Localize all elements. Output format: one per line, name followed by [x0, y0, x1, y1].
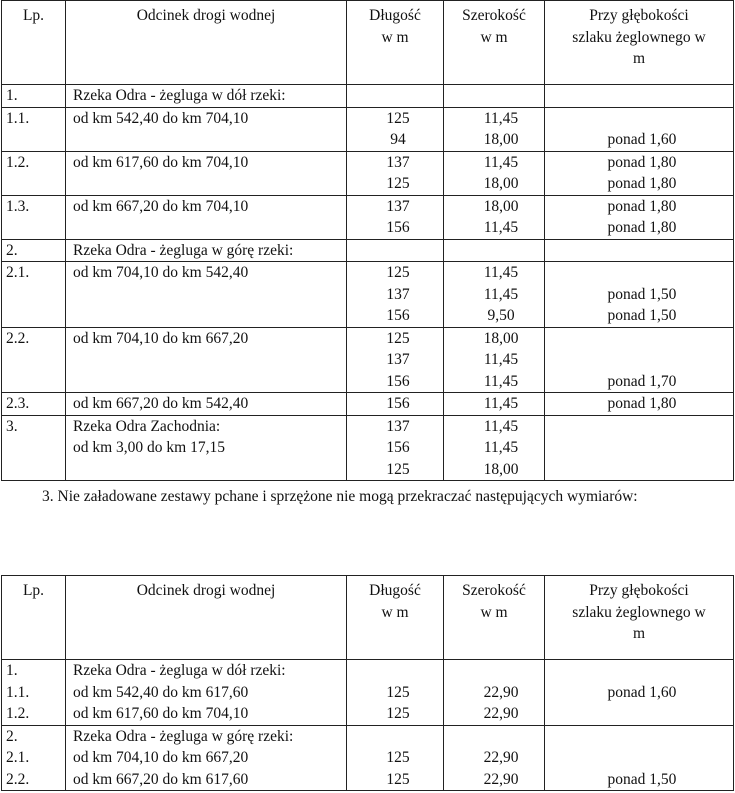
- cell-lp-line: 1.1.: [6, 109, 30, 127]
- table-row: [2, 660, 734, 726]
- cell-odcinek-line: Rzeka Odra - żegluga w dół rzeki:: [73, 662, 286, 679]
- cell-dlugosc-line: 156: [386, 307, 410, 324]
- cell-szerokosc-line: [447, 660, 541, 682]
- header-dlugosc: Długość w m: [347, 576, 444, 660]
- cell-odcinek: [66, 660, 347, 726]
- dimensions-table-loaded: [1, 0, 734, 481]
- cell-szerokosc: [444, 415, 545, 481]
- cell-szerokosc-line: 22,90: [483, 749, 519, 766]
- cell-szerokosc: [444, 151, 545, 195]
- cell-glebokosc: [545, 239, 734, 262]
- cell-dlugosc-line: [350, 660, 440, 682]
- table-header-row: [2, 1, 734, 85]
- cell-odcinek-line: od km 667,20 do km 617,60: [73, 770, 249, 788]
- cell-dlugosc: [347, 107, 444, 151]
- cell-szerokosc-line: 18,00: [483, 329, 519, 347]
- cell-glebokosc: [545, 660, 734, 726]
- cell-odcinek: [66, 393, 347, 416]
- cell-glebokosc-line: [548, 328, 730, 350]
- cell-lp-line: 2.: [6, 727, 18, 745]
- cell-szerokosc-line: 11,45: [483, 264, 519, 281]
- header-lp: Lp.: [2, 576, 66, 660]
- cell-szerokosc-line: 11,45: [483, 417, 519, 435]
- header-glebokosc: Przy głębokości szlaku żeglownego w m: [545, 576, 734, 660]
- header-dlugosc: Długość w m: [347, 1, 444, 85]
- cell-lp: [2, 393, 66, 416]
- cell-lp-line: 2.3.: [6, 395, 30, 412]
- cell-szerokosc-line: 22,90: [483, 770, 519, 788]
- cell-lp-line: 2.1.: [6, 749, 30, 766]
- cell-szerokosc: [444, 239, 545, 262]
- cell-dlugosc-line: 156: [386, 439, 410, 456]
- cell-lp: [2, 195, 66, 239]
- cell-szerokosc-line: 9,50: [487, 307, 515, 324]
- cell-glebokosc-line: ponad 1,80: [607, 153, 677, 171]
- cell-lp-line: 2.2.: [6, 770, 30, 788]
- cell-dlugosc-line: 137: [386, 285, 410, 303]
- cell-glebokosc: [545, 151, 734, 195]
- cell-odcinek-line: od km 617,60 do km 704,10: [73, 153, 249, 171]
- cell-dlugosc: [347, 660, 444, 726]
- cell-odcinek: [66, 195, 347, 239]
- cell-glebokosc-line: ponad 1,60: [607, 131, 677, 148]
- cell-odcinek-line: od km 704,10 do km 667,20: [73, 749, 249, 766]
- cell-glebokosc: [545, 415, 734, 481]
- cell-odcinek-line: od km 667,20 do km 704,10: [73, 197, 249, 215]
- cell-dlugosc-line: 156: [386, 219, 410, 236]
- cell-szerokosc-line: 11,45: [483, 153, 519, 171]
- cell-szerokosc-line: 11,45: [483, 395, 519, 412]
- cell-dlugosc-line: 137: [386, 417, 410, 435]
- cell-odcinek: [66, 85, 347, 108]
- table-row: [2, 151, 734, 195]
- cell-dlugosc-line: 125: [386, 683, 410, 701]
- cell-glebokosc: [545, 85, 734, 108]
- cell-odcinek-line: od km 704,10 do km 667,20: [73, 329, 249, 347]
- table-row: [2, 415, 734, 481]
- cell-dlugosc-line: 125: [386, 175, 410, 192]
- cell-glebokosc-line: ponad 1,50: [607, 770, 677, 788]
- table-row: [2, 195, 734, 239]
- cell-szerokosc-line: 18,00: [483, 131, 519, 148]
- paragraph-content: 3. Nie załadowane zestawy pchane i sprzężone nie mogą przekraczać następujących wymiarów:: [42, 488, 638, 505]
- cell-glebokosc-line: [548, 349, 730, 371]
- table-header-row: [2, 576, 734, 660]
- cell-szerokosc-line: 11,45: [483, 372, 519, 390]
- cell-odcinek: [66, 262, 347, 328]
- cell-odcinek-line: od km 617,60 do km 704,10: [73, 705, 249, 722]
- cell-dlugosc-line: 125: [386, 264, 410, 281]
- cell-dlugosc-line: 137: [386, 197, 410, 215]
- cell-glebokosc-line: [548, 262, 730, 284]
- cell-lp-line: 1.2.: [6, 153, 30, 171]
- cell-dlugosc: [347, 393, 444, 416]
- cell-dlugosc-line: 125: [386, 749, 410, 766]
- cell-lp: [2, 107, 66, 151]
- cell-szerokosc: [444, 327, 545, 393]
- cell-glebokosc-line: ponad 1,80: [607, 219, 677, 236]
- cell-dlugosc: [347, 725, 444, 791]
- table-row: [2, 262, 734, 328]
- cell-szerokosc-line: 11,45: [483, 285, 519, 303]
- table-row: [2, 393, 734, 416]
- cell-dlugosc-line: 125: [386, 109, 410, 127]
- cell-lp-line: 1.1.: [6, 683, 30, 701]
- paragraph-text: [0, 486, 735, 507]
- cell-szerokosc-line: [447, 726, 541, 748]
- cell-dlugosc: [347, 327, 444, 393]
- cell-glebokosc: [545, 327, 734, 393]
- cell-glebokosc-line: ponad 1,80: [607, 197, 677, 215]
- cell-szerokosc-line: 11,45: [483, 219, 519, 236]
- cell-glebokosc: [545, 725, 734, 791]
- cell-dlugosc-line: [350, 726, 440, 748]
- cell-odcinek-line: od km 542,40 do km 704,10: [73, 109, 249, 127]
- header-odcinek: Odcinek drogi wodnej: [66, 576, 347, 660]
- cell-szerokosc: [444, 85, 545, 108]
- cell-lp-line: 2.: [6, 241, 18, 259]
- cell-glebokosc-line: [548, 726, 730, 748]
- table-row: [2, 107, 734, 151]
- cell-lp: [2, 151, 66, 195]
- cell-lp: [2, 327, 66, 393]
- cell-lp: [2, 660, 66, 726]
- cell-odcinek-line: od km 704,10 do km 542,40: [73, 264, 249, 281]
- cell-odcinek: [66, 151, 347, 195]
- cell-glebokosc: [545, 107, 734, 151]
- dimensions-table-empty: [1, 575, 734, 791]
- cell-dlugosc-line: 94: [390, 131, 406, 148]
- header-szerokosc: Szerokość w m: [444, 1, 545, 85]
- cell-odcinek-line: Rzeka Odra - żegluga w górę rzeki:: [73, 727, 294, 745]
- cell-lp: [2, 85, 66, 108]
- cell-szerokosc: [444, 195, 545, 239]
- cell-dlugosc: [347, 262, 444, 328]
- cell-glebokosc-line: [548, 108, 730, 130]
- cell-lp-line: 1.: [6, 662, 18, 679]
- cell-lp-line: 3.: [6, 417, 18, 435]
- cell-glebokosc-line: ponad 1,50: [607, 285, 677, 303]
- cell-dlugosc: [347, 151, 444, 195]
- cell-szerokosc: [444, 393, 545, 416]
- cell-szerokosc-line: 18,00: [483, 197, 519, 215]
- cell-szerokosc-line: 18,00: [483, 460, 519, 478]
- cell-szerokosc-line: 11,45: [483, 109, 519, 127]
- cell-dlugosc-line: 125: [386, 460, 410, 478]
- cell-odcinek: [66, 107, 347, 151]
- cell-odcinek-line: od km 667,20 do km 542,40: [73, 395, 249, 412]
- cell-odcinek: [66, 327, 347, 393]
- header-lp: Lp.: [2, 1, 66, 85]
- table-row: [2, 85, 734, 108]
- cell-odcinek: [66, 725, 347, 791]
- cell-szerokosc: [444, 262, 545, 328]
- cell-szerokosc-line: 18,00: [483, 175, 519, 192]
- cell-lp-line: 2.2.: [6, 329, 30, 347]
- cell-glebokosc-line: ponad 1,70: [607, 372, 677, 390]
- cell-lp: [2, 239, 66, 262]
- cell-dlugosc-line: 137: [386, 153, 410, 171]
- cell-dlugosc-line: 125: [386, 329, 410, 347]
- cell-glebokosc-line: [548, 747, 730, 769]
- cell-lp: [2, 262, 66, 328]
- header-glebokosc: Przy głębokości szlaku żeglownego w m: [545, 1, 734, 85]
- cell-dlugosc: [347, 239, 444, 262]
- cell-glebokosc: [545, 195, 734, 239]
- cell-szerokosc-line: 11,45: [483, 439, 519, 456]
- cell-szerokosc: [444, 725, 545, 791]
- table-body: [2, 85, 734, 481]
- cell-odcinek-line: od km 3,00 do km 17,15: [73, 439, 225, 456]
- cell-dlugosc: [347, 415, 444, 481]
- cell-odcinek-line: Rzeka Odra - żegluga w górę rzeki:: [73, 241, 294, 259]
- cell-odcinek: [66, 239, 347, 262]
- cell-glebokosc-line: [548, 703, 730, 725]
- cell-glebokosc: [545, 262, 734, 328]
- cell-glebokosc-line: ponad 1,50: [607, 307, 677, 324]
- cell-dlugosc-line: 137: [386, 351, 410, 368]
- cell-szerokosc-line: 11,45: [483, 351, 519, 368]
- cell-lp-line: 1.2.: [6, 705, 30, 722]
- cell-lp: [2, 725, 66, 791]
- cell-glebokosc: [545, 393, 734, 416]
- cell-lp-line: 1.3.: [6, 197, 30, 215]
- cell-dlugosc: [347, 195, 444, 239]
- cell-odcinek-line: Rzeka Odra Zachodnia:: [73, 417, 221, 435]
- cell-dlugosc-line: 125: [386, 705, 410, 722]
- cell-odcinek-line: Rzeka Odra - żegluga w dół rzeki:: [73, 87, 286, 104]
- table-row: [2, 239, 734, 262]
- cell-szerokosc-line: 22,90: [483, 683, 519, 701]
- cell-szerokosc: [444, 107, 545, 151]
- table-body: [2, 660, 734, 791]
- cell-odcinek: [66, 415, 347, 481]
- cell-szerokosc: [444, 660, 545, 726]
- cell-dlugosc: [347, 85, 444, 108]
- cell-glebokosc-line: ponad 1,80: [607, 175, 677, 192]
- cell-lp-line: 1.: [6, 87, 18, 104]
- cell-odcinek-line: od km 542,40 do km 617,60: [73, 683, 249, 701]
- header-odcinek: Odcinek drogi wodnej: [66, 1, 347, 85]
- cell-szerokosc-line: 22,90: [483, 705, 519, 722]
- cell-dlugosc-line: 125: [386, 770, 410, 788]
- cell-dlugosc-line: 156: [386, 395, 410, 412]
- cell-dlugosc-line: 156: [386, 372, 410, 390]
- cell-glebokosc-line: [548, 660, 730, 682]
- cell-lp: [2, 415, 66, 481]
- cell-glebokosc-line: ponad 1,60: [607, 683, 677, 701]
- cell-glebokosc-line: ponad 1,80: [607, 395, 677, 412]
- cell-lp-line: 2.1.: [6, 264, 30, 281]
- header-szerokosc: Szerokość w m: [444, 576, 545, 660]
- table-row: [2, 327, 734, 393]
- table-row: [2, 725, 734, 791]
